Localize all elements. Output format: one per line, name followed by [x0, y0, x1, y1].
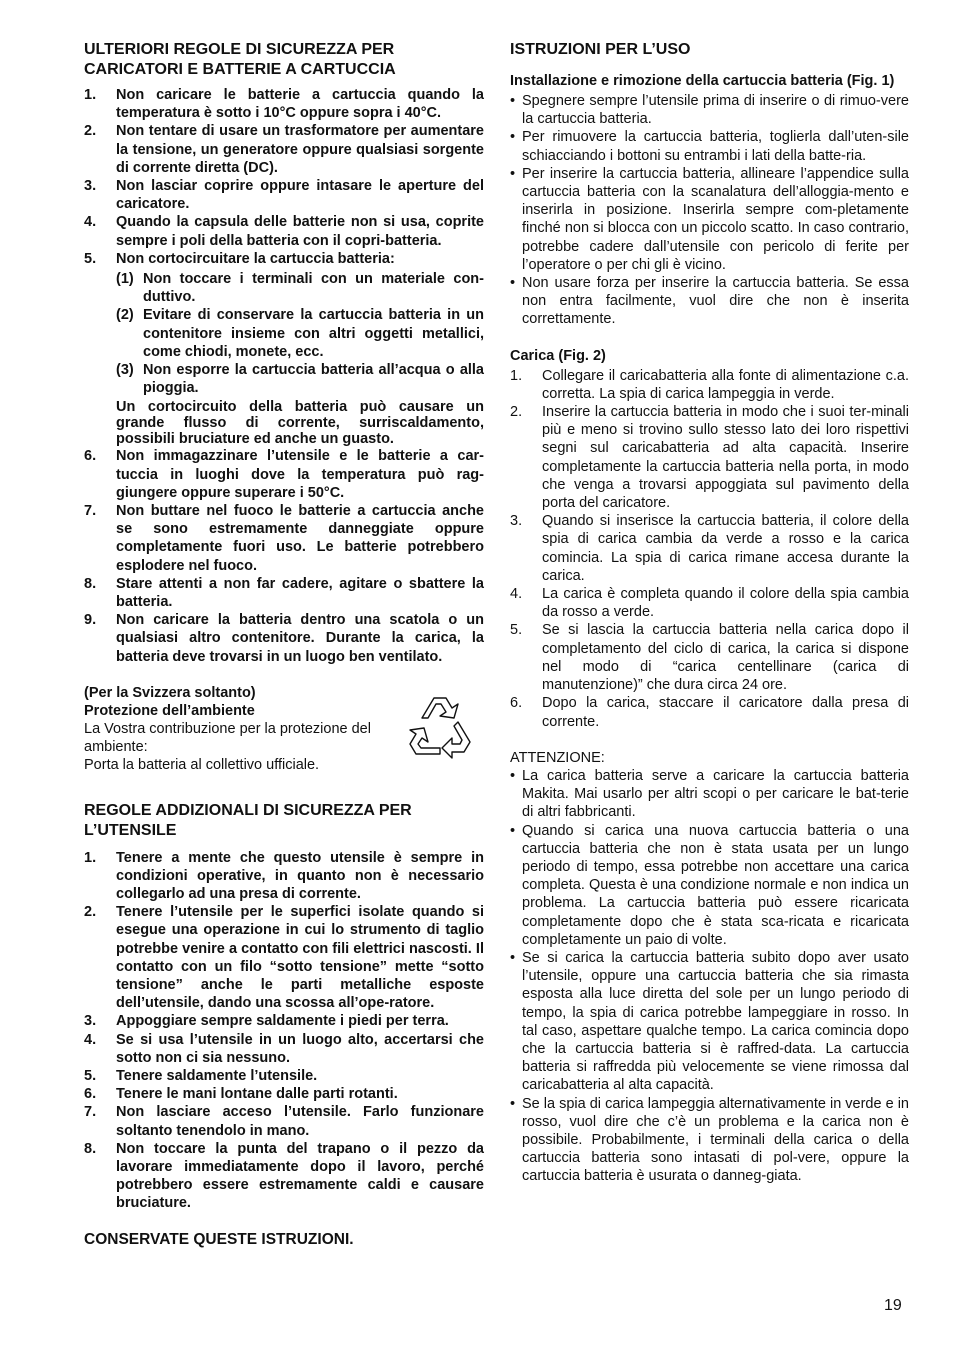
attention-label: ATTENZIONE: — [510, 749, 605, 766]
install-bullets — [510, 92, 909, 329]
recycle-icon — [400, 688, 480, 764]
page-number: 19 — [884, 1297, 902, 1314]
list-item: • Quando si carica una nuova cartuccia batteria o una cartuccia batteria che non è stata usata per un lungo periodo di tempo, essa potrebbe non accettare una carica completa. Questa è una condizione normale e non indica un problema. La cartuccia batteria può essere ricaricata completamente dopo che è stata sca-ricata e ricaricata completamente un paio di volte. — [510, 822, 909, 948]
charger-safety-list-continued — [84, 447, 484, 665]
env-text: La Vostra contribuzione per la protezione del ambiente: — [84, 720, 371, 756]
list-item: • Per inserire la cartuccia batteria, allineare l’appendice sulla cartuccia batteria con la scanalatura dell’alloggia-mento e inserirla in posizione. Inserirla sempre com-pletamente finché non si blocca con un piccolo scatto. In caso contrario, potrebbe cadere dall’utensile con pericolo di ferite per l’operatore o per chi gli è vicino. — [510, 165, 909, 273]
env-heading-switzerland: (Per la Svizzera soltanto) — [84, 684, 256, 701]
right-column — [510, 40, 909, 1186]
list-item: 1. Tenere a mente che questo utensile è sempre in condizioni operative, in quanto non è necessario collegarlo ad una presa di corrente. — [84, 849, 484, 902]
list-item: 5. Se si lascia la cartuccia batteria nella carica dopo il completamento del ciclo di carica, la carica si dispone nel modo di “carica centellinare (carica di manutenzione)” che dura circa 24 ore. — [510, 622, 909, 694]
list-item: • Se la spia di carica lampeggia alternativamente in verde e in rosso, vuol dire che c’è un problema e la carica non è possibile. Probabilmente, i terminali della carica o della cartuccia batteria sono intasati di pol-vere, oppure la cartuccia batteria è usurata o danneg-giata. — [510, 1095, 909, 1185]
list-item: 7. Non buttare nel fuoco le batterie a cartuccia anche se sono estremamente danneggiate oppure completamente fuori uso. Le batterie potrebbero esplodere nel fuoco. — [84, 503, 484, 574]
sublist-item: (3) Non esporre la cartuccia batteria all’acqua o alla pioggia. — [116, 362, 484, 397]
list-item: 4. Quando la capsula delle batterie non si usa, coprite sempre i poli della batteria con il copri-batteria. — [84, 214, 484, 249]
attention-bullets — [510, 767, 909, 1186]
list-item: 6. Non immagazzinare l’utensile e le batterie a car-tuccia in luoghi dove la temperatura può rag-giungere oppure superare i 50°C. — [84, 448, 484, 501]
list-item: 8. Stare attenti a non far cadere, agitare o sbattere la batteria. — [84, 575, 484, 611]
env-text-battery: Porta la batteria al collettivo ufficiale. — [84, 757, 320, 774]
list-item: 2. Inserire la cartuccia batteria in modo che i suoi ter-minali più e meno si trovino sullo stesso lato dei loro rispettivi segni sul caricabatteria ad alta capacità. Inserire completamente la cartuccia batteria nella porta, in modo che venga a trovarsi appoggiata sul pavimento della porta del caricatore. — [510, 404, 909, 512]
list-item: 4. Se si usa l’utensile in un luogo alto, accertarsi che sotto non ci sia nessuno. — [84, 1031, 484, 1066]
list-item: 2. Non tentare di usare un trasformatore per aumentare la tensione, un generatore oppure qualsiasi sorgente di corrente diretta (DC). — [84, 123, 484, 176]
section-title-instructions: ISTRUZIONI PER L’USO — [510, 41, 691, 58]
list-item: 8. Non toccare la punta del trapano o il pezzo da lavorare immediatamente dopo il lavoro, perché potrebbero essere estremamente caldi e causare bruciature. — [84, 1140, 484, 1212]
list-item: 1. Collegare il caricabatteria alla fonte di alimentazione c.a. corretta. La spia di carica lampeggia in verde. — [510, 367, 909, 402]
list-item: 6. Dopo la carica, staccare il caricatore dalla presa di corrente. — [510, 695, 909, 730]
list-item: 3. Quando si inserisce la cartuccia batteria, il colore della spia di carica cambia da verde a rosso e la carica comincia. La spia di carica rimane accesa durante la carica. — [510, 513, 909, 584]
list-item: 4. La carica è completa quando il colore della spia cambia da rosso a verde. — [510, 586, 909, 621]
list-item: 9. Non caricare la batteria dentro una scatola o un qualsiasi altro contenitore. Durante la carica, la batteria deve trovarsi in un luogo ben ventilato. — [84, 612, 484, 665]
charger-safety-list — [84, 86, 484, 397]
sublist-item: (1) Non toccare i terminali con un materiale con-duttivo. — [116, 271, 484, 306]
install-heading: Installazione e rimozione della cartuccia batteria (Fig. 1) — [510, 73, 895, 89]
tool-safety-list — [84, 849, 484, 1213]
list-item: • Non usare forza per inserire la cartuccia batteria. Se essa non entra facilmente, vuol dire che non è inserita correttamente. — [510, 275, 909, 328]
section-title-charger-safety: ULTERIORI REGOLE DI SICUREZZA PER CARICATORI E BATTERIE A CARTUCCIA — [84, 41, 396, 78]
list-item: • Se si carica la cartuccia batteria subito dopo aver usato l’utensile, oppure una cartuccia batteria che sia rimasta esposta alla luce diretta del sole per un lungo periodo di tempo, la spia di carica potrebbe lampeggiare in rosso. In tal caso, aspettare qualche tempo. La carica comincia dopo che la cartuccia batteria si è raffred-data. La cartuccia batteria si raffredda più velocemente se viene rimossa dal caricabatteria al alta capacità. — [510, 949, 909, 1094]
environment-protection — [84, 684, 484, 775]
list-item: • La carica batteria serve a caricare la cartuccia batteria Makita. Mai usarlo per altri scopi o per caricare le bat-terie di altri fabbricanti. — [510, 767, 909, 821]
list-item: 6. Tenere le mani lontane dalle parti rotanti. — [84, 1086, 398, 1103]
env-heading-protection: Protezione dell’ambiente — [84, 702, 255, 719]
short-circuit-sublist — [116, 270, 484, 397]
charge-heading: Carica (Fig. 2) — [510, 347, 606, 364]
list-item: 5. Tenere saldamente l’utensile. — [84, 1067, 318, 1084]
charge-steps — [510, 367, 909, 731]
short-circuit-note: Un cortocircuito della batteria può causare un grande flusso di corrente, surriscaldamento, possibili bruciature ed anche un guasto. — [116, 399, 484, 448]
sublist-item: (2) Evitare di conservare la cartuccia batteria in un contenitore insieme con altri oggetti metallici, come chiodi, monete, ecc. — [116, 307, 484, 360]
list-item: 3. Non lasciar coprire oppure intasare le aperture del caricatore. — [84, 178, 484, 213]
list-item: 3. Appoggiare sempre saldamente i piedi per terra. — [84, 1013, 449, 1030]
list-item: 7. Non lasciare acceso l’utensile. Farlo funzionare soltanto tenendolo in mano. — [84, 1104, 484, 1139]
list-item: 5. Non cortocircuitare la cartuccia batteria: (1) Non toccare i terminali con un materiale con-duttivo. (2) Evitare di conservare la cartuccia batteria in un contenitore insieme con altri oggetti metallici, come chiodi, monete, ecc. (3) Non esporre la cartuccia batteria all’acqua o alla pioggia. — [84, 250, 484, 397]
list-item: 2. Tenere l’utensile per le superfici isolate quando si esegue una operazione in cui lo strumento di taglio potrebbe venire a contatto con fili elettrici nascosti. Il contatto con un filo “sotto tensione” mette “sotto tensione” anche le parti metalliche esposte dell’utensile, dando una scossa all’ope-ratore. — [84, 904, 484, 1012]
list-item: 1. Non caricare le batterie a cartuccia quando la temperatura è sotto i 10°C oppure sopra i 40°C. — [84, 87, 484, 122]
list-item: • Per rimuovere la cartuccia batteria, toglierla dall’uten-sile schiacciando i bottoni su entrambi i lati della batte-ria. — [510, 129, 909, 164]
closing-statement: CONSERVATE QUESTE ISTRUZIONI. — [84, 1230, 354, 1248]
list-item: • Spegnere sempre l’utensile prima di inserire o di rimuo-vere la cartuccia batteria. — [510, 93, 909, 128]
section-title-tool-safety: REGOLE ADDIZIONALI DI SICUREZZA PER L’UTENSILE — [84, 801, 412, 839]
left-column — [84, 40, 484, 1251]
